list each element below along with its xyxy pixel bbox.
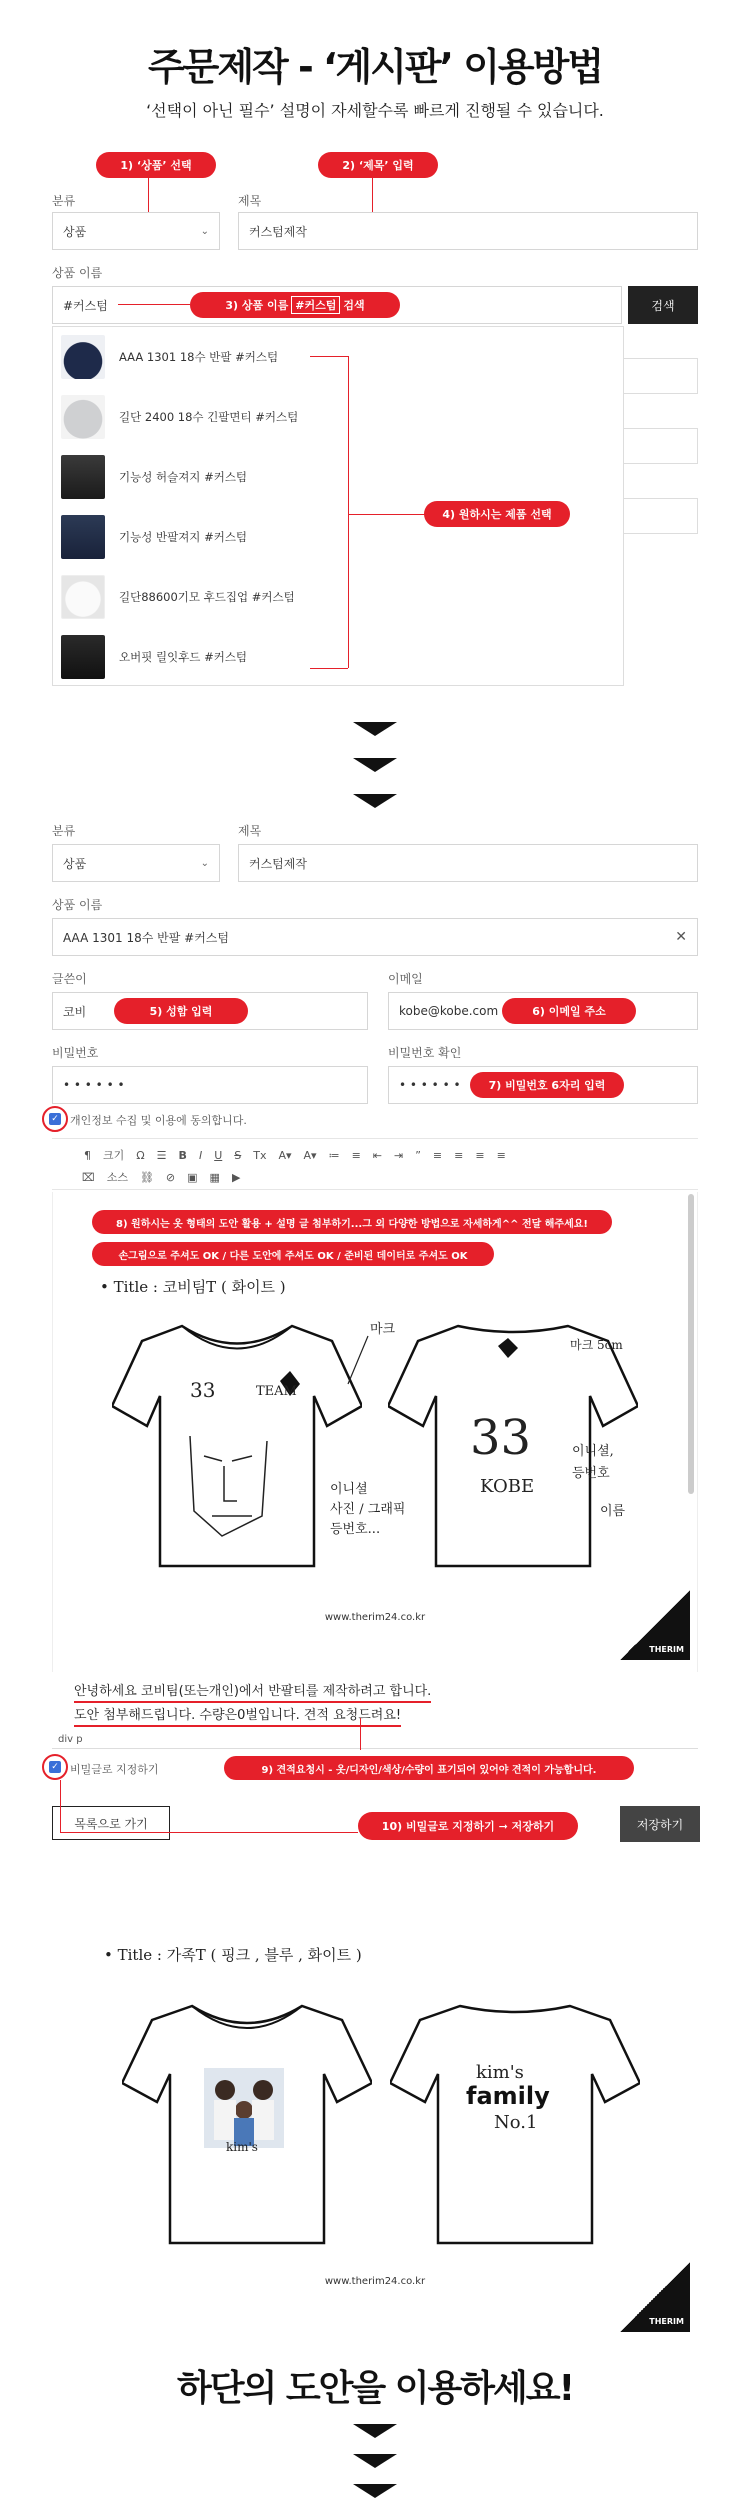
hoodie-black-thumbnail	[61, 635, 105, 679]
close-icon[interactable]: ✕	[675, 929, 687, 945]
password-label: 비밀번호	[52, 1046, 99, 1060]
design-title: • Title : 코비팀T ( 화이트 )	[100, 1278, 286, 1296]
italic-icon[interactable]: I	[198, 1148, 203, 1162]
back-name: KOBE	[480, 1476, 535, 1497]
align-left-icon[interactable]: ≡	[432, 1148, 443, 1162]
title-input[interactable]	[238, 212, 698, 250]
password-confirm-label: 비밀번호 확인	[388, 1046, 462, 1060]
table-icon[interactable]: ▦	[209, 1170, 220, 1184]
chevron-down-icon: ⌄	[200, 225, 209, 237]
dropdown-item[interactable]: AAA 1301 18수 반팔 #커스텀	[53, 327, 623, 387]
category-select[interactable]	[52, 212, 220, 250]
page-subtitle: ‘선택이 아닌 필수’ 설명이 자세할수록 빠르게 진행될 수 있습니다.	[146, 101, 604, 120]
longsleeve-gray-thumbnail	[61, 395, 105, 439]
title-value: 커스텀제작	[249, 224, 307, 239]
front-team: TEAM	[256, 1384, 297, 1399]
title-label: 제목	[238, 824, 262, 838]
indent-icon[interactable]: ⇥	[394, 1148, 404, 1162]
jersey-black-thumbnail	[61, 455, 105, 499]
video-icon[interactable]: ▶	[231, 1170, 241, 1184]
page-title: 주문제작 - ‘게시판’ 이용방법	[147, 45, 603, 89]
note-mark: 마크	[370, 1322, 396, 1337]
privacy-label: 개인정보 수집 및 이용에 동의합니다.	[70, 1114, 247, 1127]
step8b-callout: 손그림으로 주셔도 OK / 다른 도안에 주셔도 OK / 준비된 데이터로 주셔도 OK	[92, 1242, 494, 1266]
note-arrow	[340, 1334, 370, 1394]
step10-callout: 10) 비밀글로 지정하기 ➞ 저장하기	[358, 1812, 578, 1840]
dropdown-item[interactable]: 기능성 허슬져지 #커스텀	[53, 447, 623, 507]
bullet-list-icon[interactable]: ≡	[351, 1148, 361, 1162]
dropdown-item[interactable]: 오버핏 릴잇후드 #커스텀	[53, 627, 623, 687]
back-number: 33	[470, 1410, 532, 1466]
dropdown-item[interactable]: 길단88600기모 후드집업 #커스텀	[53, 567, 623, 627]
dropdown-item[interactable]: 기능성 반팔져지 #커스텀	[53, 507, 623, 567]
dropdown-item[interactable]: 길단 2400 18수 긴팔면티 #커스텀	[53, 387, 623, 447]
save-button[interactable]: 저장하기	[620, 1806, 700, 1842]
source-button[interactable]: 소스	[106, 1171, 128, 1184]
chevron-down-icon	[353, 2484, 397, 2498]
clear-format-icon[interactable]: Tx	[253, 1148, 267, 1162]
password-confirm-input[interactable]: • • • • • •	[388, 1066, 698, 1104]
align-center-icon[interactable]: ≡	[454, 1148, 464, 1162]
list-button[interactable]: 목록으로 가기	[52, 1806, 170, 1840]
link-icon[interactable]: ⛓	[139, 1170, 154, 1184]
therim-logo: THERIM	[620, 1590, 690, 1660]
editor-toolbar	[52, 1138, 698, 1190]
therim-logo-2: THERIM	[620, 2262, 690, 2332]
category-value: 상품	[63, 224, 87, 239]
chevron-down-icon	[353, 758, 397, 772]
note-mark5: 마크 5cm	[570, 1338, 623, 1352]
hr-icon[interactable]: ☰	[156, 1148, 167, 1162]
step3-callout: 3) 상품 이름 #커스텀 검색	[190, 292, 400, 318]
message-line1: 안녕하세요 코비팀(또는개인)에서 반팔티를 제작하려고 합니다.	[74, 1680, 431, 1703]
title-input[interactable]: 커스텀제작	[238, 844, 698, 882]
tshirt-front-photo	[122, 1998, 372, 2248]
bold-icon[interactable]: B	[178, 1148, 187, 1162]
paragraph-icon[interactable]: ¶	[84, 1148, 91, 1162]
site-url: www.therim24.co.kr	[324, 1612, 426, 1623]
secret-label: 비밀글로 지정하기	[70, 1763, 159, 1776]
bg-color-icon[interactable]: A▾	[303, 1148, 317, 1162]
password-input[interactable]: • • • • • •	[52, 1066, 368, 1104]
ordered-list-icon[interactable]: ≔	[328, 1148, 340, 1162]
title-label: 제목	[238, 194, 262, 208]
photo-caption: kim's	[226, 2140, 258, 2154]
footer-title: 하단의 도안을 이용하세요!	[176, 2368, 574, 2409]
outdent-icon[interactable]: ⇤	[372, 1148, 382, 1162]
text-color-icon[interactable]: A▾	[278, 1148, 292, 1162]
step7-callout: 7) 비밀번호 6자리 입력	[470, 1072, 624, 1098]
secret-checkbox[interactable]: ✓	[42, 1754, 68, 1780]
writer-label: 글쓴이	[52, 972, 87, 986]
source-icon[interactable]: ⌧	[82, 1170, 95, 1184]
jersey-navy-thumbnail	[61, 515, 105, 559]
step4-callout: 4) 원하시는 제품 선택	[424, 501, 570, 527]
design-title-family: • Title : 가족T ( 핑크 , 블루 , 화이트 )	[104, 1946, 362, 1964]
step1-callout: 1) ‘상품’ 선택	[96, 152, 216, 178]
front-number: 33	[190, 1378, 216, 1402]
chevron-down-icon: ⌄	[200, 857, 209, 869]
back-line2: family	[466, 2082, 550, 2110]
search-value: #커스텀	[63, 298, 108, 313]
tshirt-front-sketch	[112, 1316, 362, 1576]
image-icon[interactable]: ▣	[187, 1170, 198, 1184]
unlink-icon[interactable]: ⊘	[165, 1170, 176, 1184]
site-url-2: www.therim24.co.kr	[324, 2276, 426, 2287]
note-back-number: 등번호	[572, 1466, 610, 1481]
step9-callout: 9) 견적요청시 - 옷/디자인/색상/수량이 표기되어 있어야 견적이 가능합니다.	[224, 1756, 634, 1780]
chevron-down-icon	[353, 2454, 397, 2468]
editor-path: div p	[58, 1734, 83, 1745]
chevron-down-icon	[353, 722, 397, 736]
writer-input[interactable]: 코비	[52, 992, 368, 1030]
product-input[interactable]: AAA 1301 18수 반팔 #커스텀 ✕	[52, 918, 698, 956]
chevron-down-icon	[353, 2424, 397, 2438]
quote-icon[interactable]: ”	[415, 1148, 421, 1162]
strike-icon[interactable]: S	[234, 1148, 242, 1162]
product-name-label: 상품 이름	[52, 898, 103, 912]
product-name-label: 상품 이름	[52, 266, 103, 280]
align-right-icon[interactable]: ≡	[475, 1148, 485, 1162]
back-line3: No.1	[494, 2112, 538, 2133]
editor-scrollbar[interactable]	[688, 1194, 694, 1494]
category-label: 분류	[52, 824, 76, 838]
category-label: 분류	[52, 194, 76, 208]
hoodie-white-thumbnail	[61, 575, 105, 619]
justify-icon[interactable]: ≡	[496, 1148, 506, 1162]
font-size-select[interactable]: 크기	[103, 1149, 125, 1162]
tshirt-navy-thumbnail	[61, 335, 105, 379]
message-line2: 도안 첨부해드립니다. 수량은0벌입니다. 견적 요청드려요!	[74, 1704, 401, 1727]
step6-callout: 6) 이메일 주소	[502, 998, 636, 1024]
email-input[interactable]: kobe@kobe.com	[388, 992, 698, 1030]
underline-icon[interactable]: U	[214, 1148, 223, 1162]
note-front: 이니셜 사진 / 그래픽 등번호...	[330, 1482, 406, 1537]
category-select[interactable]: 상품 ⌄	[52, 844, 220, 882]
step2-callout: 2) ‘제목’ 입력	[318, 152, 438, 178]
email-label: 이메일	[388, 972, 423, 986]
search-button[interactable]: 검색	[628, 286, 698, 324]
note-back-name: 이름	[600, 1504, 626, 1519]
chevron-down-icon	[353, 794, 397, 808]
back-line1: kim's	[476, 2062, 524, 2083]
special-char-icon[interactable]: Ω	[136, 1148, 145, 1162]
note-back-initial: 이니셜,	[572, 1444, 614, 1459]
step8a-callout: 8) 원하시는 옷 형태의 도안 활용 + 설명 글 첨부하기...그 외 다양한 방법으로 자세하게^^ 전달 해주세요!	[92, 1210, 612, 1234]
privacy-checkbox[interactable]: ✓	[42, 1106, 68, 1132]
step5-callout: 5) 성함 입력	[114, 998, 248, 1024]
